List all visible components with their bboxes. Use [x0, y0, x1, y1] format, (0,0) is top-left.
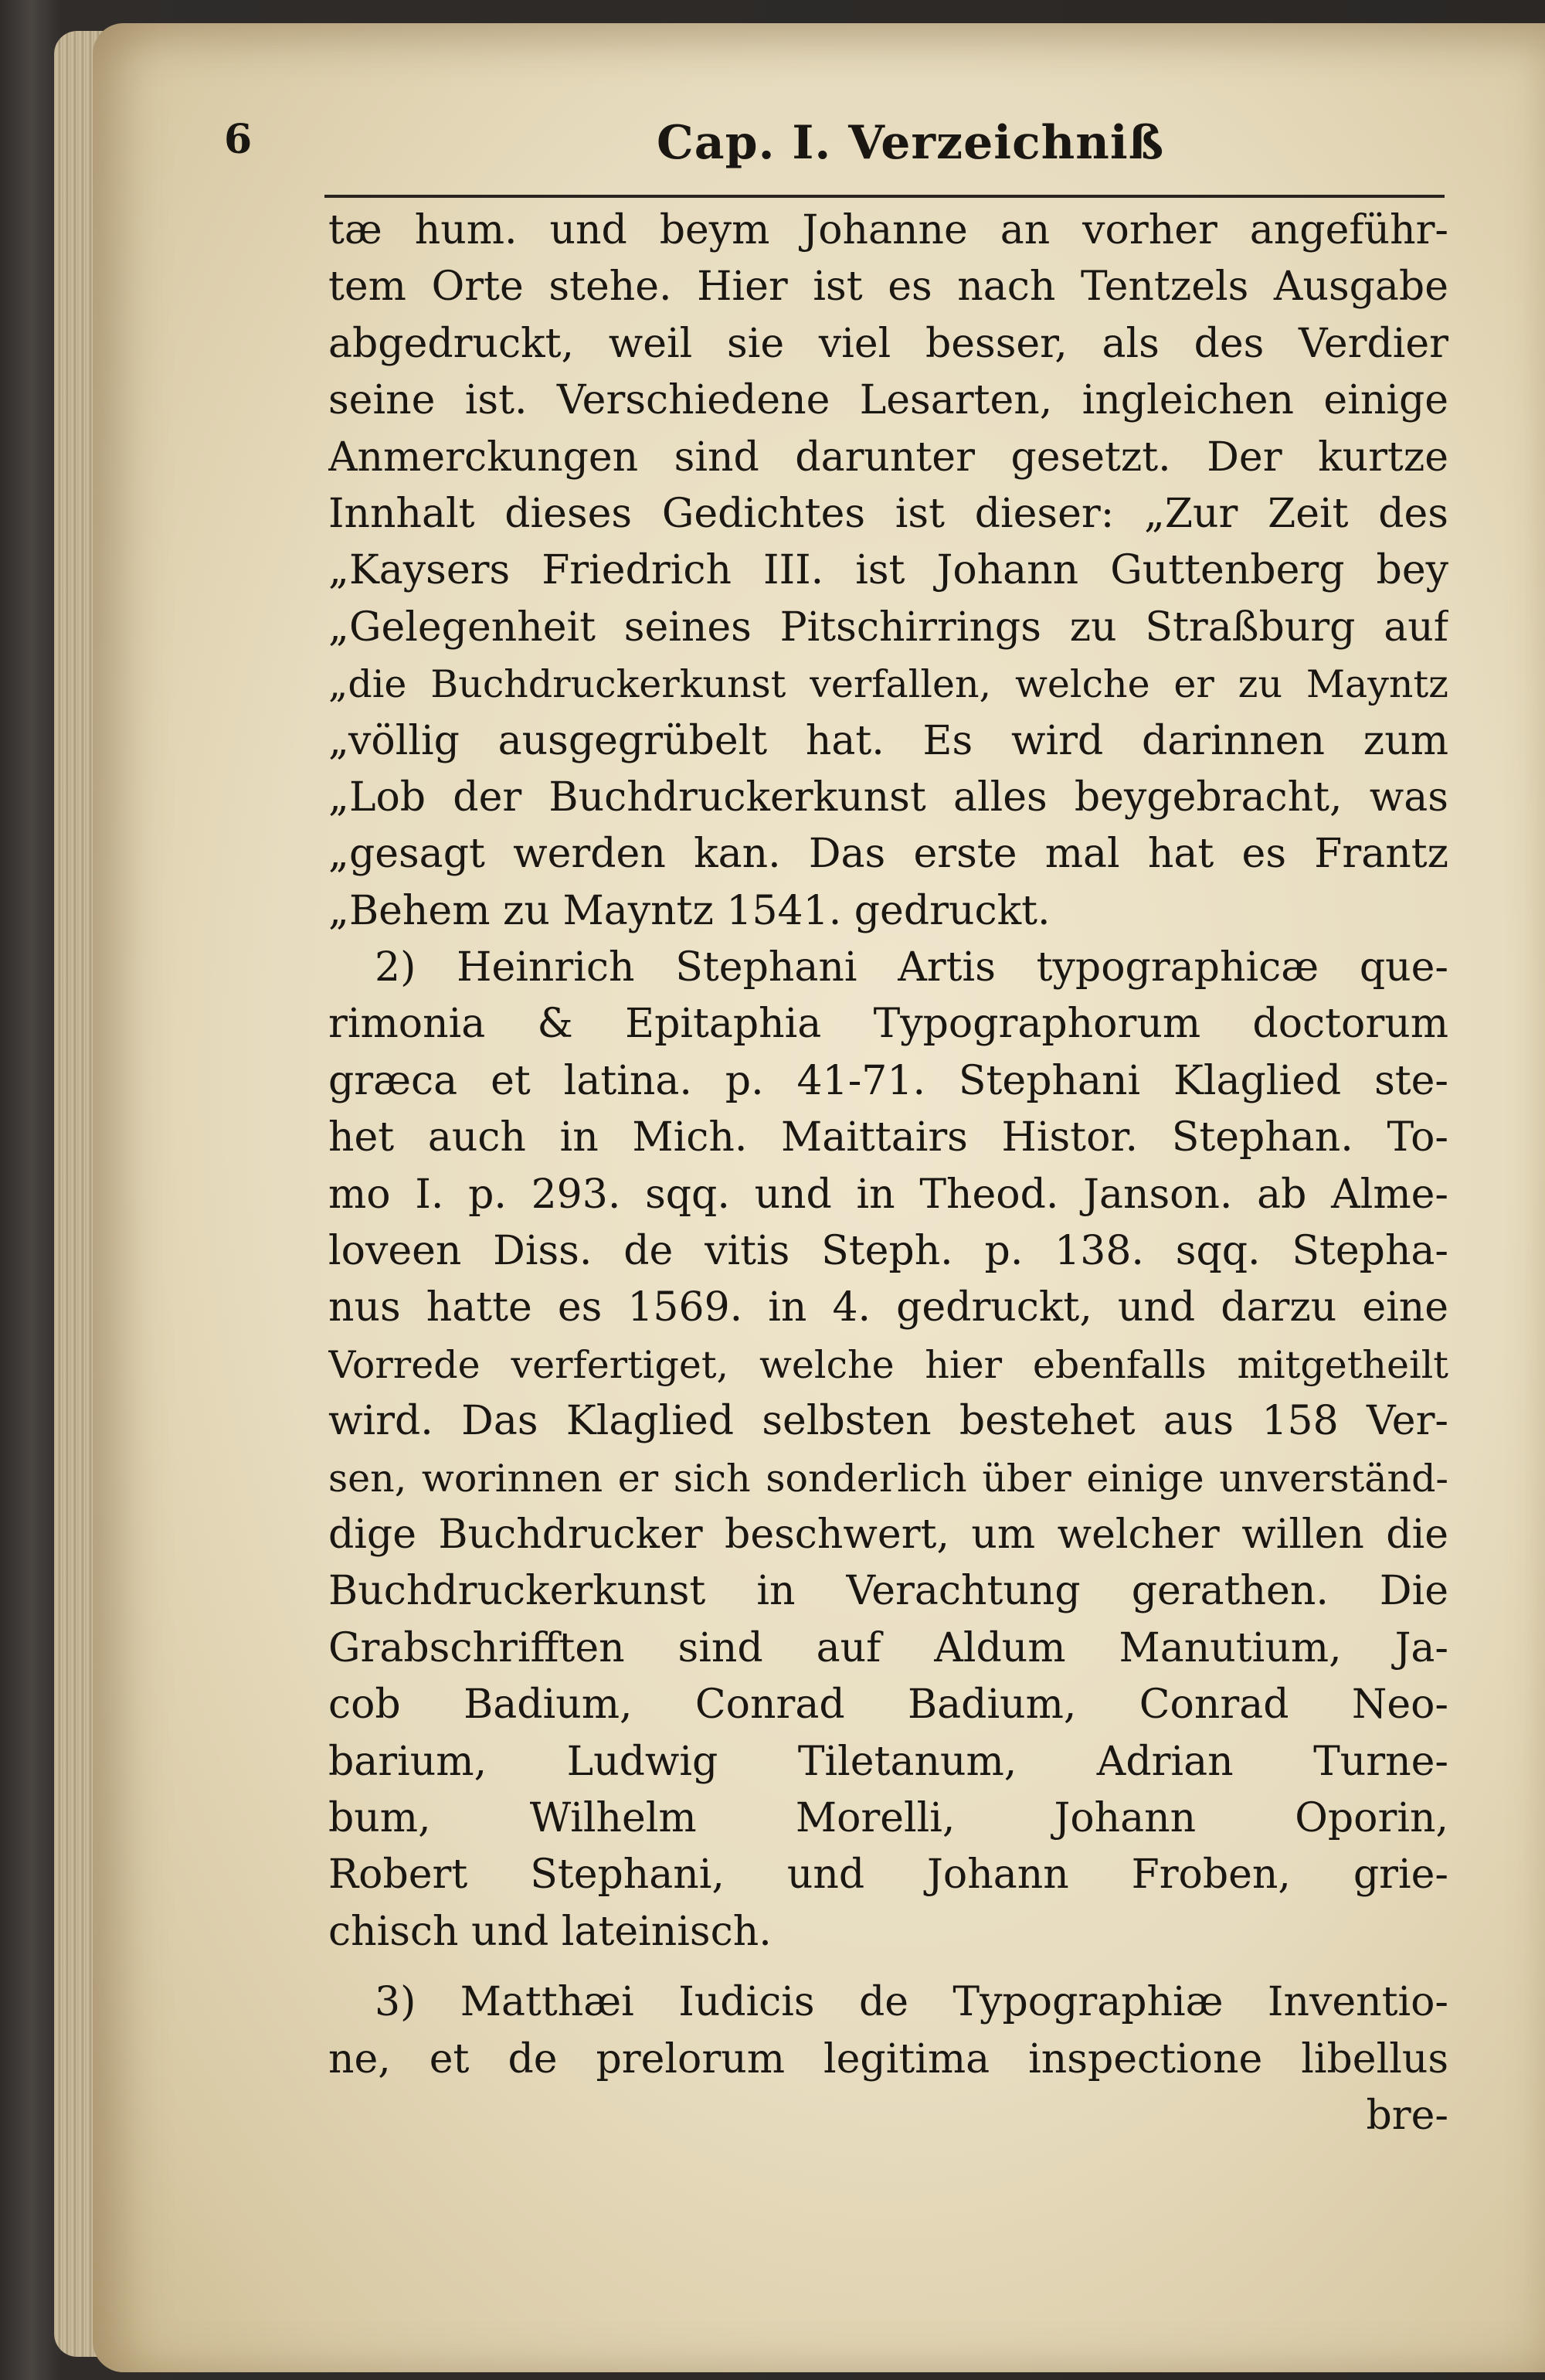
text-line: loveen Diss. de vitis Steph. p. 138. sqq. Stepha-	[328, 1228, 1448, 1275]
text-line: tæ hum. und beym Johanne an vorher angeführ-	[328, 207, 1448, 253]
text-line: Buchdruckerkunst in Verachtung gerathen. Die	[328, 1568, 1448, 1615]
body-text	[328, 202, 1448, 2144]
text-line: seine ist. Verschiedene Lesarten, ingleichen einige	[328, 377, 1448, 424]
running-title: Cap. I. Verzeichniß	[657, 116, 1165, 170]
text-line: bum, Wilhelm Morelli, Johann Oporin,	[328, 1794, 1448, 1841]
text-line: Anmerckungen sind darunter gesetzt. Der kurtze	[328, 434, 1448, 481]
text-line: sen, worinnen er sich sonderlich über einige unverständ-	[328, 1456, 1448, 1501]
page-number: 6	[224, 116, 253, 163]
text-line: „gesagt werden kan. Das erste mal hat es Frantz	[328, 831, 1448, 878]
text-line: ne, et de prelorum legitima inspectione libellus	[328, 2035, 1448, 2082]
text-line: „völlig ausgegrübelt hat. Es wird darinnen zum	[328, 717, 1448, 764]
text-line: dige Buchdrucker beschwert, um welcher willen die	[328, 1511, 1448, 1558]
header-rule	[324, 195, 1445, 198]
catchword: bre-	[1366, 2092, 1448, 2139]
text-line: mo I. p. 293. sqq. und in Theod. Janson. ab Alme-	[328, 1171, 1448, 1218]
text-line: barium, Ludwig Tiletanum, Adrian Turne-	[328, 1738, 1448, 1785]
paragraph-gap	[328, 1960, 1448, 1974]
text-line: Grabschrifften sind auf Aldum Manutium, Ja-	[328, 1624, 1448, 1671]
text-line: Vorrede verfertiget, welche hier ebenfalls mitgetheilt	[328, 1342, 1448, 1387]
text-line: 2) Heinrich Stephani Artis typographicæ que-	[375, 944, 1448, 991]
text-line: „Behem zu Mayntz 1541. gedruckt.	[328, 887, 1051, 934]
text-line: rimonia & Epitaphia Typographorum doctorum	[328, 1001, 1448, 1048]
text-line: „Gelegenheit seines Pitschirrings zu Straßburg auf	[328, 604, 1448, 651]
text-line: wird. Das Klaglied selbsten bestehet aus 158 Ver-	[328, 1398, 1448, 1445]
text-line: het auch in Mich. Maittairs Histor. Stephan. To-	[328, 1114, 1448, 1161]
text-line: tem Orte stehe. Hier ist es nach Tentzels Ausgabe	[328, 264, 1448, 311]
text-line: Robert Stephani, und Johann Froben, grie-	[328, 1851, 1448, 1899]
text-line: græca et latina. p. 41-71. Stephani Klaglied ste-	[328, 1057, 1448, 1104]
text-line: Innhalt dieses Gedichtes ist dieser: „Zur Zeit des	[328, 490, 1448, 537]
text-line: „die Buchdruckerkunst verfallen, welche er zu Mayntz	[328, 662, 1448, 707]
text-line: cob Badium, Conrad Badium, Conrad Neo-	[328, 1681, 1448, 1729]
text-line: abgedruckt, weil sie viel besser, als des Verdier	[328, 320, 1448, 367]
text-line: „Lob der Buchdruckerkunst alles beygebracht, was	[328, 774, 1448, 821]
text-line: 3) Matthæi Iudicis de Typographiæ Inventio-	[375, 1979, 1448, 2026]
text-line: chisch und lateinisch.	[328, 1908, 772, 1955]
text-line: „Kaysers Friedrich III. ist Johann Guttenberg bey	[328, 547, 1448, 594]
text-line: nus hatte es 1569. in 4. gedruckt, und darzu eine	[328, 1284, 1448, 1331]
